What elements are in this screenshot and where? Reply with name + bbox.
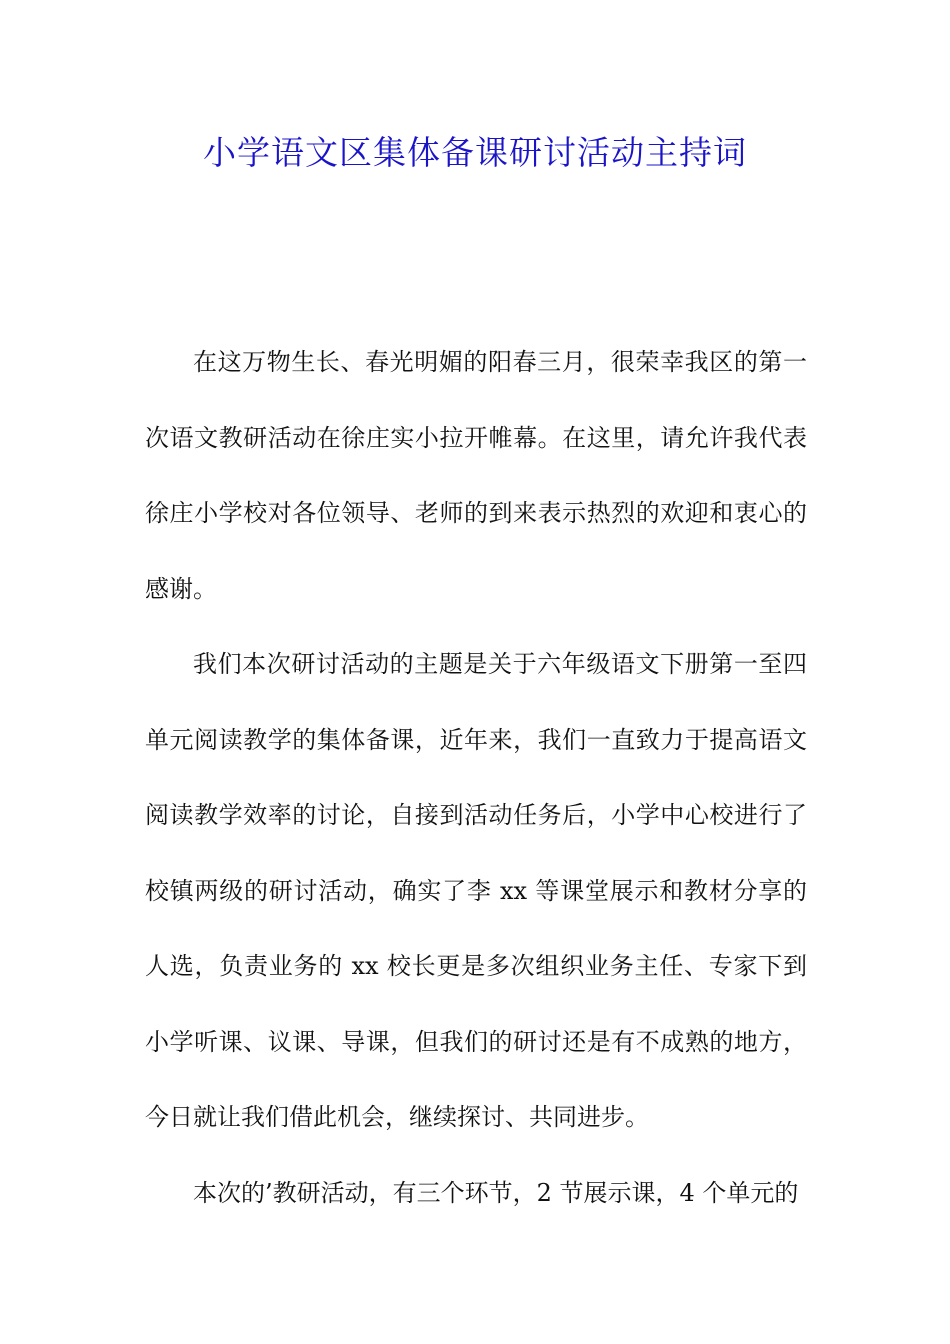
- document-body: [145, 325, 807, 1231]
- paragraph-agenda: 本次的’教研活动，有三个环节，2 节展示课，4 个单元的: [193, 1178, 799, 1207]
- paragraph-theme: 我们本次研讨活动的主题是关于六年级语文下册第一至四单元阅读教学的集体备课，近年来，我们一直致力于提高语文阅读教学效率的讨论，自接到活动任务后，小学中心校进行了校镇两级的研讨活动，确实了李 xx 等课堂展示和教材分享的人选，负责业务的 xx 校长更是多次组织业务主任、专家下到小学听课、议课、导课，但我们的研讨还是有不成熟的地方，今日就让我们借此机会，继续探讨、共同进步。: [145, 650, 807, 1131]
- document-title: 小学语文区集体备课研讨活动主持词: [203, 133, 747, 172]
- paragraph-welcome: 在这万物生长、春光明媚的阳春三月，很荣幸我区的第一次语文教研活动在徐庄实小拉开帷幕。在这里，请允许我代表徐庄小学校对各位领导、老师的到来表示热烈的欢迎和衷心的感谢。: [145, 348, 807, 603]
